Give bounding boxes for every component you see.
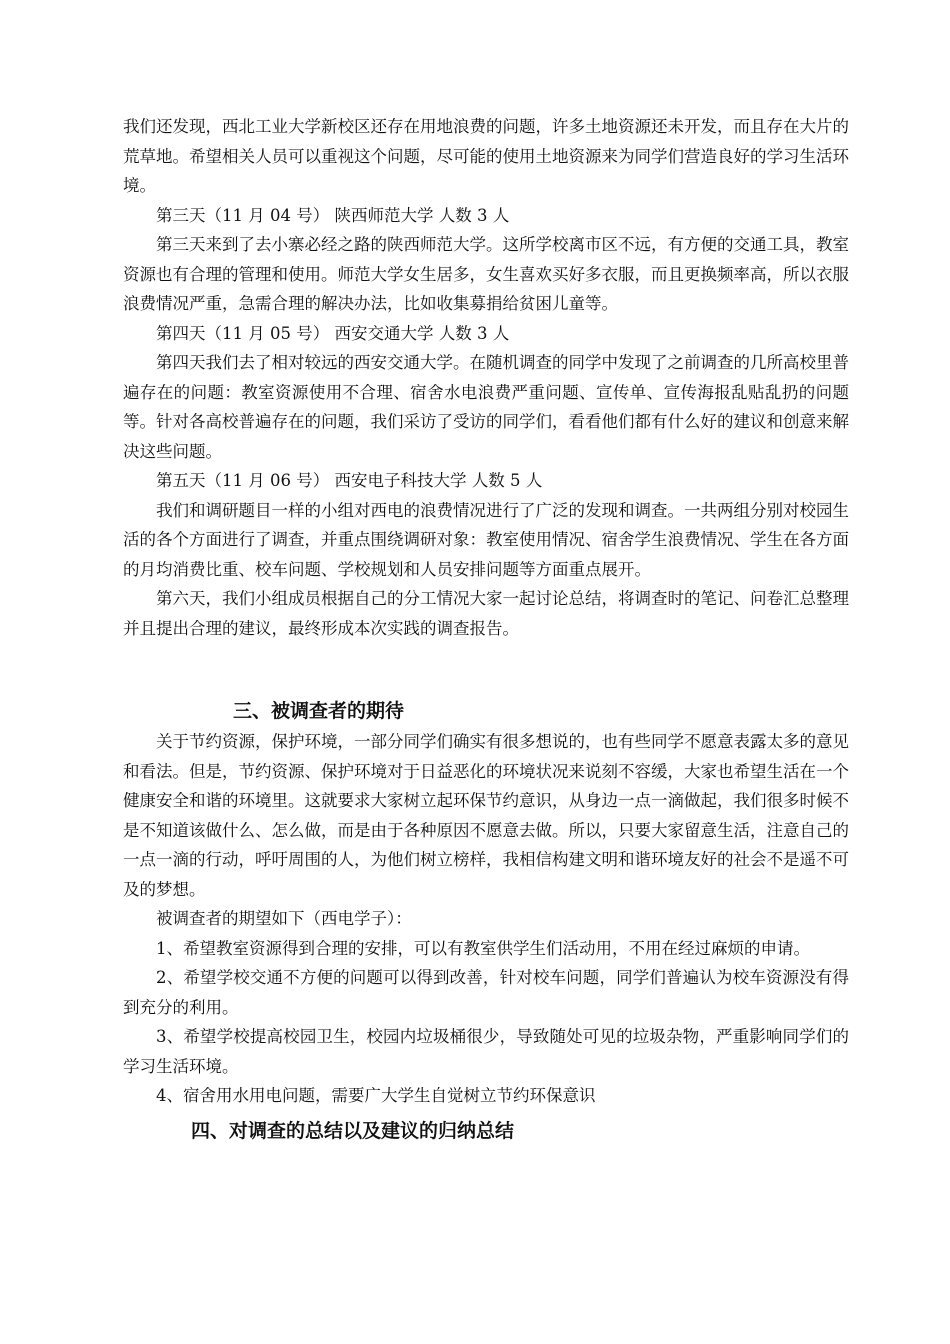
wish-item-3: 3、希望学校提高校园卫生，校园内垃圾桶很少，导致随处可见的垃圾杂物，严重影响同学们的学习生活环境。	[123, 1027, 849, 1076]
wish-item-2: 2、希望学校交通不方便的问题可以得到改善，针对校车问题，同学们普遍认为校车资源没有得到充分的利用。	[123, 968, 849, 1017]
day4-title: 第四天（11 月 05 号） 西安交通大学 人数 3 人	[156, 323, 510, 343]
day5-title: 第五天（11 月 06 号） 西安电子科技大学 人数 5 人	[156, 471, 543, 490]
day3-paragraph: 第三天来到了去小寨必经之路的陕西师范大学。这所学校离市区不远，有方便的交通工具，教室资源也有合理的管理和使用。师范大学女生居多，女生喜欢买好多衣服，而且更换频率高，所以衣服浪费情况严重，急需合理的解决办法，比如收集募捐给贫困儿童等。	[123, 235, 849, 313]
section-3-heading: 三、被调查者的期待	[233, 700, 405, 722]
expectation-paragraph: 关于节约资源，保护环境，一部分同学们确实有很多想说的，也有些同学不愿意表露太多的意见和看法。但是，节约资源、保护环境对于日益恶化的环境状况来说刻不容缓，大家也希望生活在一个健康安全和谐的环境里。这就要求大家树立起环保节约意识，从身边一点一滴做起，我们很多时候不是不知道该做什么、怎么做，而是由于各种原因不愿意去做。所以，只要大家留意生活，注意自己的一点一滴的行动，呼吁周围的人，为他们树立榜样，我相信构建文明和谐环境友好的社会不是遥不可及的梦想。	[123, 732, 849, 899]
day6-paragraph: 第六天，我们小组成员根据自己的分工情况大家一起讨论总结，将调查时的笔记、问卷汇总整理并且提出合理的建议，最终形成本次实践的调查报告。	[123, 589, 849, 638]
wish-intro: 被调查者的期望如下（西电学子）：	[156, 909, 412, 928]
wish-item-4: 4、宿舍用水用电问题，需要广大学生自觉树立节约环保意识	[156, 1086, 596, 1105]
document-page	[123, 112, 849, 1147]
day3-title: 第三天（11 月 04 号） 陕西师范大学 人数 3 人	[156, 205, 510, 225]
paragraph-land-waste: 我们还发现，西北工业大学新校区还存在用地浪费的问题，许多土地资源还未开发，而且存在大片的荒草地。希望相关人员可以重视这个问题，尽可能的使用土地资源来为同学们营造良好的学习生活环境。	[123, 117, 849, 195]
day4-paragraph: 第四天我们去了相对较远的西安交通大学。在随机调查的同学中发现了之前调查的几所高校里普遍存在的问题：教室资源使用不合理、宿舍水电浪费严重问题、宣传单、宣传海报乱贴乱扔的问题等。针对各高校普遍存在的问题，我们采访了受访的同学们，看看他们都有什么好的建议和创意来解决这些问题。	[123, 353, 849, 461]
section-4-heading: 四、对调查的总结以及建议的归纳总结	[191, 1119, 515, 1142]
wish-item-1: 1、希望教室资源得到合理的安排，可以有教室供学生们活动用，不用在经过麻烦的申请。	[156, 938, 810, 958]
day5-paragraph: 我们和调研题目一样的小组对西电的浪费情况进行了广泛的发现和调查。一共两组分别对校园生活的各个方面进行了调查，并重点围绕调研对象：教室使用情况、宿舍学生浪费情况、学生在各方面的月均消费比重、校车问题、学校规划和人员安排问题等方面重点展开。	[123, 500, 849, 579]
